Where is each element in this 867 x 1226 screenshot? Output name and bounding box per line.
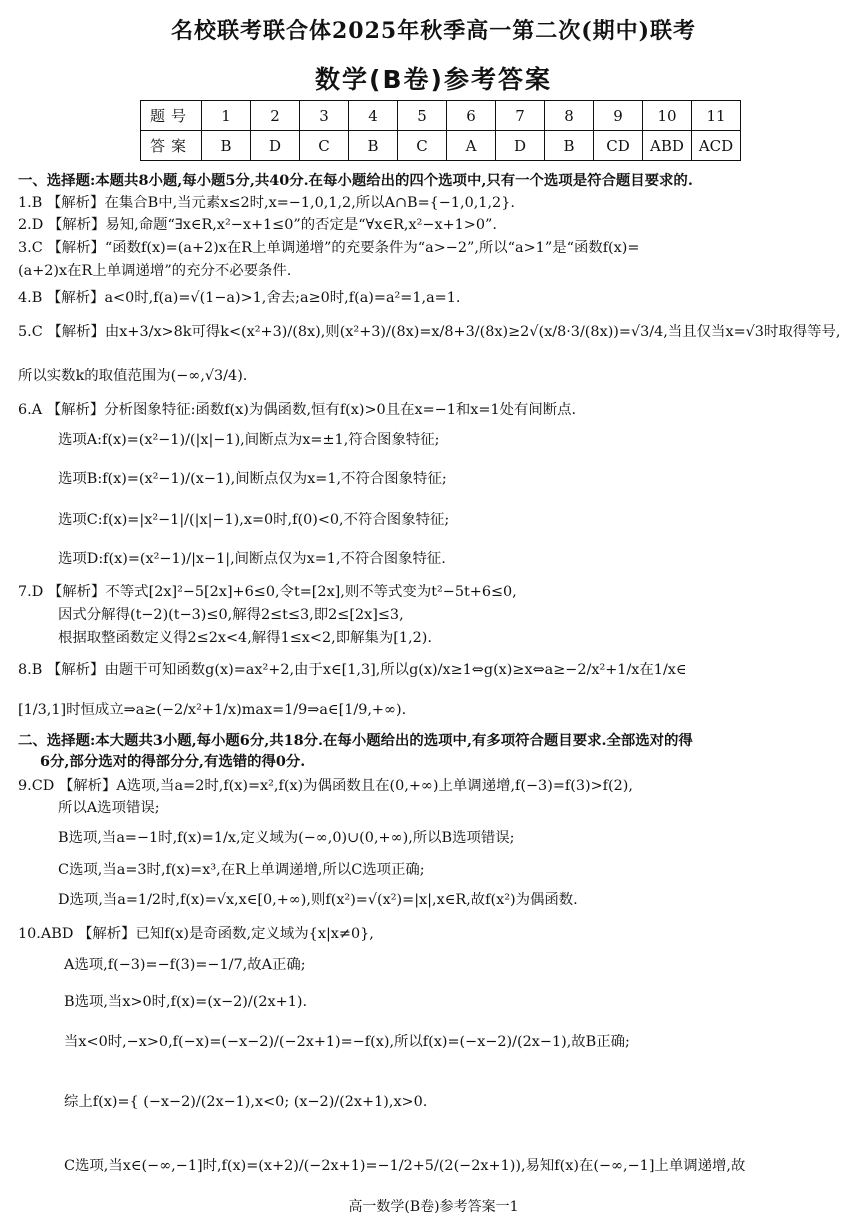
solution-line: C选项,当x∈(−∞,−1]时,f(x)=(x+2)/(−2x+1)=−1/2+5/(2(−2x+1)),易知f(x)在(−∞,−1]上单调递增,故 xyxy=(64,1158,746,1174)
exam-title: 名校联考联合体2025年秋季高一第二次(期中)联考 xyxy=(170,18,697,44)
solution-line: 6.A 【解析】分析图象特征:函数f(x)为偶函数,恒有f(x)>0且在x=−1和x=1处有间断点. xyxy=(18,402,577,418)
table-cell: 10 xyxy=(643,101,692,131)
solution-line: B选项,当a=−1时,f(x)=1/x,定义域为(−∞,0)∪(0,+∞),所以B选项错误; xyxy=(58,830,515,846)
solution-line: 根据取整函数定义得2≤2x<4,解得1≤x<2,即解集为[1,2). xyxy=(58,630,432,646)
solution-line: 7.D 【解析】不等式[2x]²−5[2x]+6≤0,令t=[2x],则不等式变为t²−5t+6≤0, xyxy=(18,584,517,600)
table-cell: C xyxy=(398,131,447,161)
page-footer: 高一数学(B卷)参考答案一1 xyxy=(348,1199,519,1215)
solution-line: [1/3,1]时恒成立⇒a≥(−2/x²+1/x)max=1/9⇒a∈[1/9,+∞). xyxy=(18,702,407,718)
table-row xyxy=(141,101,741,131)
table-cell: A xyxy=(447,131,496,161)
section-heading: 二、选择题:本大题共3小题,每小题6分,共18分.在每小题给出的选项中,有多项符合题目要求.全部选对的得 xyxy=(18,732,693,749)
table-row xyxy=(141,131,741,161)
table-cell: B xyxy=(202,131,251,161)
solution-line: 选项D:f(x)=(x²−1)/|x−1|,间断点仅为x=1,不符合图象特征. xyxy=(58,551,446,567)
table-cell: 5 xyxy=(398,101,447,131)
table-cell: ABD xyxy=(643,131,692,161)
table-cell: C xyxy=(300,131,349,161)
solution-line: 所以实数k的取值范围为(−∞,√3/4). xyxy=(18,368,248,384)
solution-line: 所以A选项错误; xyxy=(58,800,160,816)
table-cell: D xyxy=(496,131,545,161)
answer-table xyxy=(140,100,741,161)
solution-line: C选项,当a=3时,f(x)=x³,在R上单调递增,所以C选项正确; xyxy=(58,862,425,878)
solution-line: 选项B:f(x)=(x²−1)/(x−1),间断点仅为x=1,不符合图象特征; xyxy=(58,471,447,487)
table-cell: B xyxy=(349,131,398,161)
table-header-cell: 答案 xyxy=(141,131,202,161)
solution-line: B选项,当x>0时,f(x)=(x−2)/(2x+1). xyxy=(64,994,308,1010)
table-cell: 9 xyxy=(594,101,643,131)
table-cell: ACD xyxy=(692,131,741,161)
solution-line: 4.B 【解析】a<0时,f(a)=√(1−a)>1,舍去;a≥0时,f(a)=a²=1,a=1. xyxy=(18,290,461,306)
solution-line: 当x<0时,−x>0,f(−x)=(−x−2)/(−2x+1)=−f(x),所以f(x)=(−x−2)/(2x−1),故B正确; xyxy=(64,1034,630,1050)
solution-line: 2.D 【解析】易知,命题“∃x∈R,x²−x+1≤0”的否定是“∀x∈R,x²−x+1>0”. xyxy=(18,217,497,233)
table-cell: D xyxy=(251,131,300,161)
table-cell: 3 xyxy=(300,101,349,131)
solution-line: 5.C 【解析】由x+3/x>8k可得k<(x²+3)/(8x),则(x²+3)/(8x)=x/8+3/(8x)≥2√(x/8·3/(8x))=√3/4,当且仅当x=√3时取得等号, xyxy=(18,324,841,340)
solution-line: (a+2)x在R上单调递增”的充分不必要条件. xyxy=(18,263,292,279)
table-cell: 7 xyxy=(496,101,545,131)
table-cell: B xyxy=(545,131,594,161)
solution-line: 选项C:f(x)=|x²−1|/(|x|−1),x=0时,f(0)<0,不符合图象特征; xyxy=(58,512,450,528)
solution-line: A选项,f(−3)=−f(3)=−1/7,故A正确; xyxy=(64,957,306,973)
page-title: 数学(B卷)参考答案 xyxy=(315,65,552,94)
table-cell: 4 xyxy=(349,101,398,131)
table-cell: 1 xyxy=(202,101,251,131)
solution-line: D选项,当a=1/2时,f(x)=√x,x∈[0,+∞),则f(x²)=√(x²)=|x|,x∈R,故f(x²)为偶函数. xyxy=(58,892,578,908)
solution-line: 9.CD 【解析】A选项,当a=2时,f(x)=x²,f(x)为偶函数且在(0,+∞)上单调递增,f(−3)=f(3)>f(2), xyxy=(18,778,633,794)
table-cell: 11 xyxy=(692,101,741,131)
solution-line: 8.B 【解析】由题干可知函数g(x)=ax²+2,由于x∈[1,3],所以g(x)/x≥1⇔g(x)≥x⇔a≥−2/x²+1/x在1/x∈ xyxy=(18,662,687,678)
table-cell: 2 xyxy=(251,101,300,131)
solution-line: 因式分解得(t−2)(t−3)≤0,解得2≤t≤3,即2≤[2x]≤3, xyxy=(58,607,404,623)
section-heading: 一、选择题:本题共8小题,每小题5分,共40分.在每小题给出的四个选项中,只有一个选项是符合题目要求的. xyxy=(18,172,693,189)
table-cell: 8 xyxy=(545,101,594,131)
table-header-cell: 题号 xyxy=(141,101,202,131)
solution-line: 1.B 【解析】在集合B中,当元素x≤2时,x=−1,0,1,2,所以A∩B={−1,0,1,2}. xyxy=(18,195,515,211)
solution-line: 10.ABD 【解析】已知f(x)是奇函数,定义域为{x|x≠0}, xyxy=(18,926,374,942)
table-cell: 6 xyxy=(447,101,496,131)
table-cell: CD xyxy=(594,131,643,161)
solution-line: 综上f(x)={ (−x−2)/(2x−1),x<0; (x−2)/(2x+1),x>0. xyxy=(64,1094,428,1110)
section-heading: 6分,部分选对的得部分分,有选错的得0分. xyxy=(40,753,306,770)
solution-line: 3.C 【解析】“函数f(x)=(a+2)x在R上单调递增”的充要条件为“a>−2”,所以“a>1”是“函数f(x)= xyxy=(18,240,640,256)
solution-line: 选项A:f(x)=(x²−1)/(|x|−1),间断点为x=±1,符合图象特征; xyxy=(58,432,440,448)
